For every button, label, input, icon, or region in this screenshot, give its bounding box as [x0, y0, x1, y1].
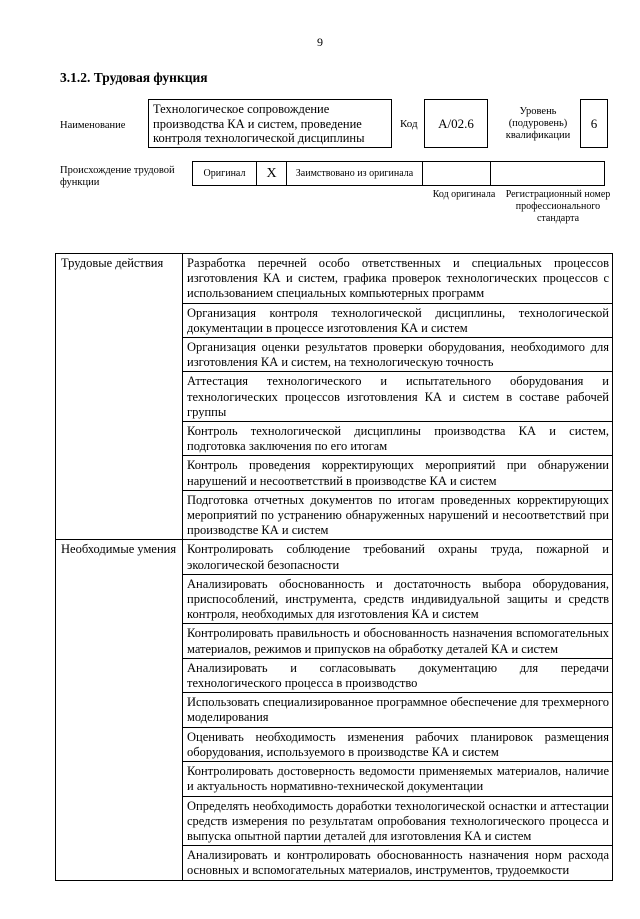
function-table: [55, 253, 613, 881]
table-row: [56, 254, 613, 304]
table-cell: Аттестация технологического и испытательного оборудования и технологических процессов изготовления КА и систем в составе рабочей группы: [183, 372, 613, 422]
borrowed-label: Заимствовано из оригинала: [295, 168, 414, 179]
table-cell: Анализировать обоснованность и достаточность выбора оборудования, приспособлений, инструмента, средств индивидуальной защиты и средств контроля, необходимых для изготовления КА и систем: [183, 574, 613, 624]
table-cell: Контролировать достоверность ведомости применяемых материалов, наличие и актуальность нормативно-технической документации: [183, 762, 613, 796]
code-original-caption: Код оригинала: [432, 189, 496, 200]
table-cell: Оценивать необходимость изменения рабочих планировок размещения оборудования, используемого в производстве КА и систем: [183, 727, 613, 761]
code-value: A/02.6: [438, 115, 474, 131]
category-cell: [56, 254, 183, 540]
table-row: [56, 540, 613, 574]
category-cell: [56, 540, 183, 880]
original-mark-cell: [257, 162, 287, 186]
original-label: Оригинал: [203, 168, 246, 179]
origin-code-cell: [423, 162, 491, 186]
name-label: Наименование: [60, 120, 126, 131]
name-value-box: [148, 99, 392, 148]
table-cell: Организация оценки результатов проверки оборудования, необходимого для изготовления КА и систем, на технологическую точность: [183, 338, 613, 372]
code-value-box: [424, 99, 488, 148]
origin-label: Происхождение трудовой функции: [60, 165, 175, 188]
table-cell: Использовать специализированное программное обеспечение для трехмерного моделирования: [183, 693, 613, 727]
category-label: Трудовые действия: [61, 256, 164, 270]
level-value: 6: [590, 115, 598, 131]
reg-number-caption: Регистрационный номер профессионального стандарта: [505, 189, 611, 224]
reg-number-cell: [491, 162, 605, 186]
level-value-box: [580, 99, 608, 148]
table-cell: Контролировать правильность и обоснованность назначения вспомогательных материалов, режимов и припусков на обработку деталей КА и систем: [183, 624, 613, 658]
table-cell: Анализировать и согласовывать документацию для передачи технологического процесса в производство: [183, 658, 613, 692]
name-value: Технологическое сопровождение производства КА и систем, проведение контроля технологической дисциплины: [153, 102, 365, 145]
table-cell: Контроль проведения корректирующих мероприятий при обнаружении нарушений и несоответствий в производстве КА и систем: [183, 456, 613, 490]
table-cell: Контролировать соблюдение требований охраны труда, пожарной и экологической безопасности: [183, 540, 613, 574]
code-label: Код: [400, 118, 418, 130]
table-cell: Разработка перечней особо ответственных и специальных процессов изготовления КА и систем, графика проверок технологических процессов с использованием специальных компьютерных программ: [183, 254, 613, 304]
table-cell: Определять необходимость доработки технологической оснастки и аттестации средств измерения по результатам опробования технологического процесса и выпуска опытной партии деталей для изготовления КА и систем: [183, 796, 613, 846]
table-cell: Контроль технологической дисциплины производства КА и систем, подготовка заключения по его итогам: [183, 422, 613, 456]
origin-table: [192, 161, 605, 186]
table-cell: Подготовка отчетных документов по итогам проведенных корректирующих мероприятий по устранению обнаруженных нарушений и несоответствий при производстве КА и систем: [183, 490, 613, 540]
borrowed-label-cell: [287, 162, 423, 186]
level-label: Уровень (подуровень) квалификации: [505, 106, 571, 141]
original-label-cell: [193, 162, 257, 186]
original-mark: X: [266, 166, 277, 181]
category-label: Необходимые умения: [61, 542, 177, 557]
table-cell: Организация контроля технологической дисциплины, технологической документации в процессе изготовления КА и систем: [183, 303, 613, 337]
page-number: 9: [317, 35, 323, 49]
section-title: 3.1.2. Трудовая функция: [60, 70, 208, 85]
table-cell: Анализировать и контролировать обоснованность назначения норм расхода основных и вспомогательных материалов, инструментов, трудоемкости: [183, 846, 613, 880]
